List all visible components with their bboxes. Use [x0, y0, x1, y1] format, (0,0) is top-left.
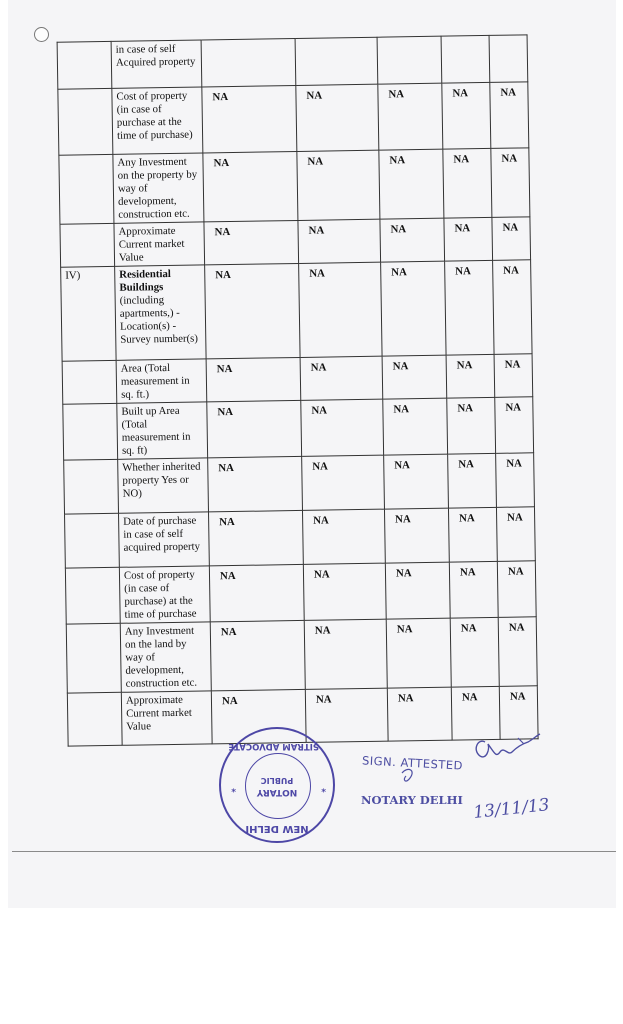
- value-cell: NA: [302, 455, 385, 510]
- value-cell: NA: [451, 686, 500, 740]
- serial-cell: [64, 459, 119, 514]
- particulars-cell: [111, 40, 202, 88]
- particulars-heading: Residential Buildings: [119, 267, 171, 294]
- particulars-text: Whether inherited property Yes or NO): [122, 460, 201, 500]
- value-cell: [441, 35, 490, 83]
- serial-cell: [67, 692, 122, 746]
- serial-cell: [59, 154, 114, 224]
- value-cell: [201, 38, 296, 86]
- value-cell: NA: [300, 356, 383, 400]
- value-cell: NA: [208, 456, 303, 511]
- particulars-text: Date of purchase in case of self acquired property: [123, 514, 201, 554]
- value-cell: [377, 36, 442, 84]
- particulars-text: Built up Area (Total measurement in sq. ft): [121, 404, 191, 457]
- value-cell: NA: [448, 507, 497, 562]
- table-row: [57, 35, 528, 89]
- value-cell: NA: [211, 689, 306, 743]
- value-cell: NA: [496, 507, 535, 562]
- table-row: [59, 148, 530, 224]
- table-row: [66, 617, 537, 693]
- particulars-text: in case of self Acquired property: [115, 42, 196, 69]
- serial-cell: [57, 41, 112, 89]
- particulars-text: Area (Total measurement in sq. ft.): [120, 361, 190, 401]
- value-cell: NA: [379, 149, 444, 219]
- particulars-cell: [112, 87, 203, 154]
- value-cell: NA: [384, 454, 449, 509]
- serial-cell: [60, 223, 115, 267]
- handwritten-signature: [400, 730, 550, 840]
- value-cell: NA: [301, 399, 384, 456]
- notary-delhi-text: NOTARY DELHI: [361, 793, 463, 807]
- serial-cell: [63, 403, 118, 460]
- value-cell: NA: [450, 617, 499, 687]
- value-cell: NA: [302, 509, 385, 564]
- stamp-star-left: *: [321, 783, 326, 793]
- value-cell: NA: [445, 260, 494, 355]
- particulars-text: Cost of property (in case of purchase) at the time of purchase: [123, 568, 197, 621]
- value-cell: NA: [297, 150, 380, 220]
- table-row: [58, 82, 529, 155]
- value-cell: NA: [498, 617, 537, 687]
- serial-cell: [66, 623, 121, 693]
- particulars-cell: [120, 622, 211, 692]
- value-cell: NA: [304, 619, 387, 689]
- property-table-wrapper: [57, 34, 538, 734]
- particulars-cell: [113, 153, 204, 223]
- value-cell: [295, 37, 378, 85]
- value-cell: NA: [442, 82, 491, 149]
- value-cell: NA: [206, 357, 301, 401]
- value-cell: NA: [205, 263, 300, 358]
- value-cell: NA: [305, 688, 388, 742]
- value-cell: NA: [386, 618, 451, 688]
- particulars-text: (including apartments,) -Location(s) - Survey number(s): [119, 294, 199, 346]
- value-cell: NA: [208, 510, 303, 565]
- value-cell: NA: [449, 561, 498, 618]
- value-cell: NA: [378, 83, 443, 150]
- stamp-city: NEW DELHI: [245, 823, 309, 834]
- value-cell: NA: [446, 354, 495, 398]
- particulars-cell: [115, 265, 206, 360]
- stamp-star-right: *: [231, 783, 236, 793]
- value-cell: NA: [385, 562, 450, 619]
- value-cell: NA: [491, 148, 530, 218]
- table-body: [57, 35, 538, 746]
- notary-stamp: [219, 727, 335, 843]
- sign-attested-text: SIGN. ATTESTED: [361, 753, 464, 773]
- particulars-cell: [117, 402, 208, 459]
- stamp-inner-ring: [245, 753, 311, 819]
- particulars-text: Any Investment on the land by way of development, construction etc.: [124, 624, 198, 690]
- stamp-subtitle: PUBLIC: [260, 776, 294, 785]
- value-cell: NA: [384, 508, 449, 563]
- particulars-cell: [118, 458, 209, 513]
- value-cell: NA: [496, 453, 535, 508]
- value-cell: NA: [296, 84, 379, 151]
- value-cell: NA: [447, 397, 496, 454]
- value-cell: NA: [383, 398, 448, 455]
- particulars-cell: [119, 566, 210, 623]
- value-cell: NA: [387, 687, 452, 741]
- table-row: [62, 354, 533, 404]
- value-cell: NA: [490, 82, 529, 149]
- table-row: [65, 561, 536, 624]
- particulars-text: Cost of property (in case of purchase at the time of purchase): [116, 89, 193, 142]
- value-cell: NA: [203, 151, 298, 221]
- table-row: [65, 507, 536, 568]
- table-row: [61, 260, 532, 361]
- value-cell: NA: [495, 397, 534, 454]
- particulars-text: Approximate Current market Value: [118, 224, 185, 264]
- value-cell: NA: [303, 563, 386, 620]
- signature-date: 13/11/13: [472, 795, 550, 823]
- particulars-cell: [119, 512, 210, 567]
- value-cell: NA: [298, 219, 381, 263]
- stamp-name: SITRAM ADVOCATE: [228, 741, 319, 751]
- value-cell: NA: [493, 260, 532, 355]
- value-cell: NA: [380, 218, 445, 262]
- particulars-cell: [121, 691, 212, 745]
- value-cell: NA: [202, 85, 297, 152]
- value-cell: NA: [443, 148, 492, 218]
- serial-cell: [65, 567, 120, 624]
- property-table: [57, 34, 539, 746]
- value-cell: NA: [494, 354, 533, 398]
- page-bottom-edge: [12, 851, 616, 852]
- value-cell: NA: [444, 217, 493, 261]
- value-cell: NA: [381, 261, 446, 356]
- particulars-cell: [114, 222, 205, 266]
- serial-cell: [65, 513, 120, 568]
- serial-cell: [58, 88, 113, 155]
- particulars-text: Approximate Current market Value: [125, 693, 192, 733]
- value-cell: NA: [210, 620, 305, 690]
- punch-hole: [34, 27, 49, 42]
- value-cell: NA: [382, 355, 447, 399]
- value-cell: NA: [299, 262, 382, 357]
- table-row: [64, 453, 535, 514]
- table-row: [60, 217, 531, 267]
- stamp-title: NOTARY: [256, 787, 298, 797]
- value-cell: NA: [207, 400, 302, 457]
- value-cell: NA: [204, 220, 299, 264]
- serial-cell: [62, 360, 117, 404]
- serial-cell: IV): [61, 266, 116, 361]
- value-cell: NA: [497, 561, 536, 618]
- value-cell: NA: [209, 564, 304, 621]
- particulars-cell: [116, 359, 207, 403]
- value-cell: NA: [448, 453, 497, 508]
- particulars-text: Any Investment on the property by way of development, construction etc.: [117, 155, 198, 221]
- table-row: [63, 397, 534, 460]
- value-cell: NA: [492, 217, 531, 261]
- value-cell: NA: [499, 686, 538, 740]
- value-cell: [489, 35, 528, 83]
